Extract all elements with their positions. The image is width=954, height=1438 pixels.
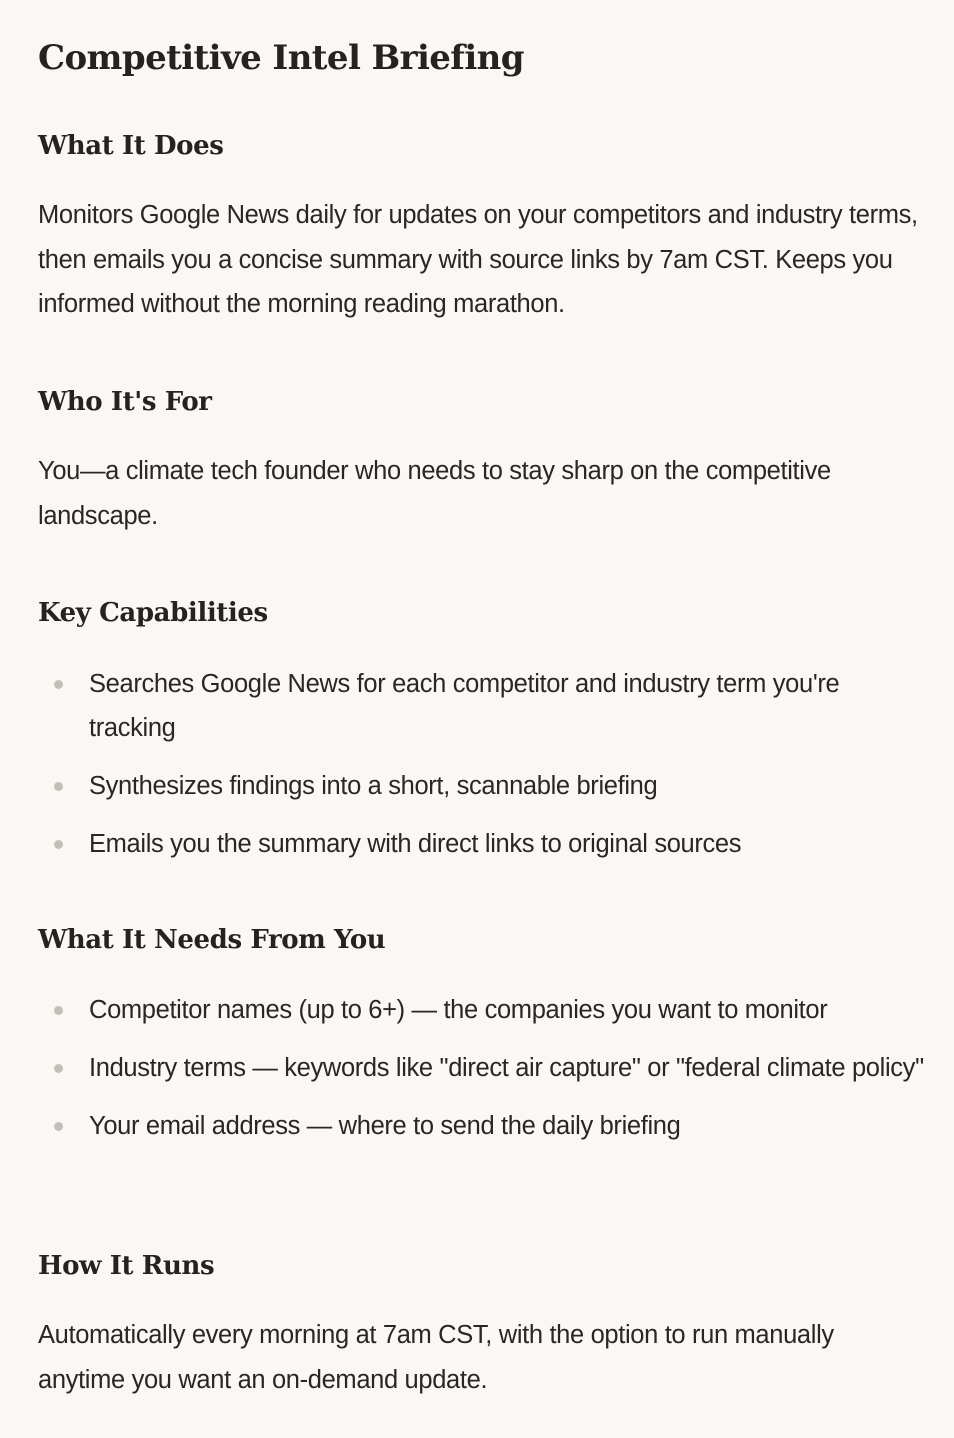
page-title: Competitive Intel Briefing (38, 38, 524, 78)
section-heading-key-capabilities: Key Capabilities (38, 598, 268, 628)
section-heading-who-its-for: Who It's For (38, 387, 212, 417)
bullet-icon (54, 840, 63, 849)
key-capabilities-list (38, 662, 928, 866)
what-it-does-paragraph: Monitors Google News daily for updates on your competitors and industry terms, then emails you a concise summary with source links by 7am CST. Keeps you informed without the morning reading marathon. (38, 201, 918, 318)
list-item-text: Emails you the summary with direct links to original sources (89, 830, 742, 858)
bullet-icon (54, 680, 63, 689)
list-item (38, 1104, 928, 1148)
who-its-for-paragraph: You—a climate tech founder who needs to stay sharp on the competitive landscape. (38, 457, 831, 530)
list-item (38, 662, 928, 750)
list-item-text: Competitor names (up to 6+) — the companies you want to monitor (89, 996, 828, 1024)
section-heading-needs-from-you: What It Needs From You (38, 925, 386, 955)
section-heading-how-it-runs: How It Runs (38, 1251, 215, 1281)
list-item (38, 1046, 928, 1090)
bullet-icon (54, 782, 63, 791)
how-it-runs-paragraph: Automatically every morning at 7am CST, with the option to run manually anytime you want an on-demand update. (38, 1321, 834, 1394)
list-item-text: Synthesizes findings into a short, scannable briefing (89, 772, 658, 800)
list-item-text: Searches Google News for each competitor and industry term you're tracking (89, 670, 840, 742)
list-item-text: Industry terms — keywords like "direct air capture" or "federal climate policy" (89, 1054, 924, 1082)
list-item (38, 988, 928, 1032)
bullet-icon (54, 1006, 63, 1015)
list-item-text: Your email address — where to send the daily briefing (89, 1112, 681, 1140)
list-item (38, 822, 928, 866)
list-item (38, 764, 928, 808)
needs-from-you-list (38, 988, 928, 1148)
section-heading-what-it-does: What It Does (38, 131, 224, 161)
bullet-icon (54, 1122, 63, 1131)
bullet-icon (54, 1064, 63, 1073)
